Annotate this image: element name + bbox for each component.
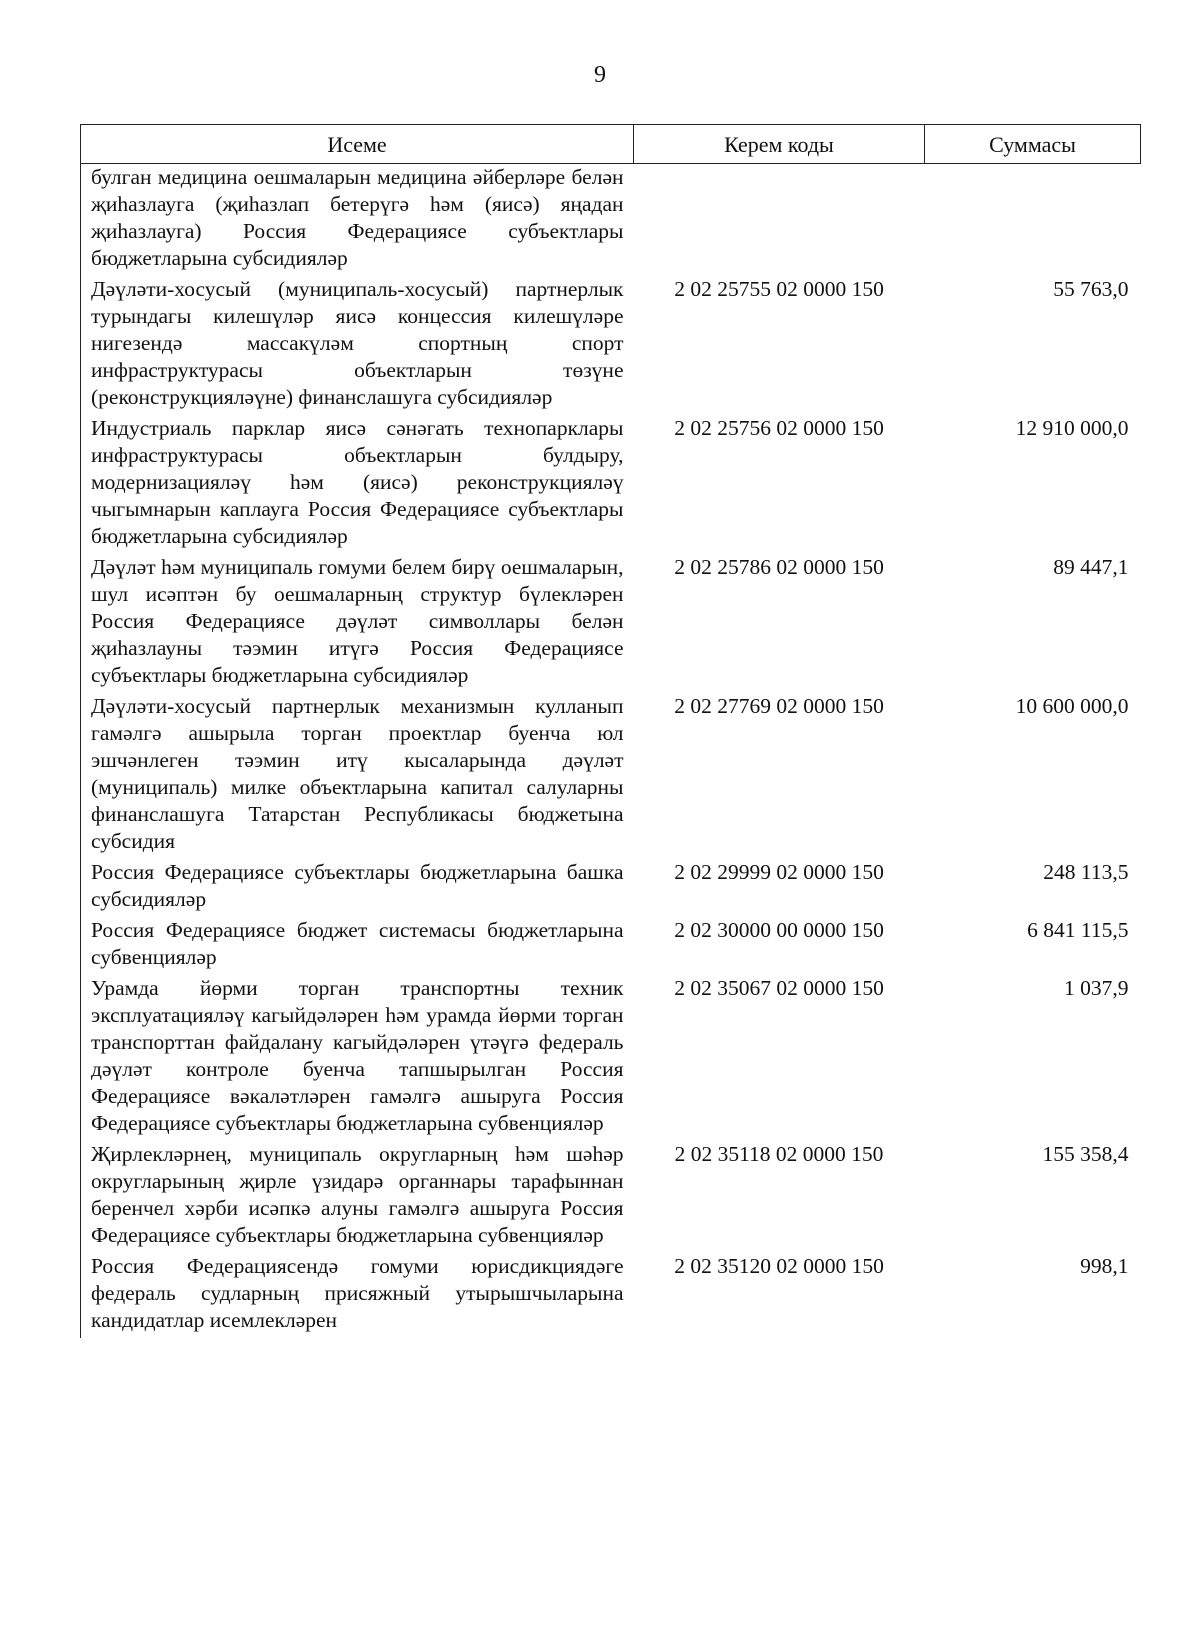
page-number: 9 — [594, 62, 606, 88]
row-code: 2 02 27769 02 0000 150 — [674, 694, 884, 718]
row-sum: 998,1 — [1080, 1254, 1129, 1278]
table-row — [81, 917, 1141, 975]
row-sum: 10 600 000,0 — [1015, 694, 1129, 718]
row-code: 2 02 35118 02 0000 150 — [674, 1142, 884, 1166]
header-name: Исеме — [81, 125, 634, 164]
row-sum: 12 910 000,0 — [1015, 416, 1129, 440]
row-code: 2 02 35120 02 0000 150 — [674, 1254, 884, 1278]
row-sum: 248 113,5 — [1043, 860, 1129, 884]
table-row — [81, 554, 1141, 693]
row-code: 2 02 30000 00 0000 150 — [674, 918, 884, 942]
row-sum: 55 763,0 — [1053, 277, 1129, 301]
header-sum: Суммасы — [925, 125, 1141, 164]
row-name: Россия Федерациясе бюджет системасы бюджетларына субвенцияләр — [81, 917, 634, 975]
row-code: 2 02 25786 02 0000 150 — [674, 555, 884, 579]
budget-table — [80, 124, 1141, 1338]
row-sum: 89 447,1 — [1053, 555, 1129, 579]
table-row — [81, 164, 1141, 277]
table-row — [81, 975, 1141, 1141]
row-name: булган медицина оешмаларын медицина әйберләре белән җиһазлауга (җиһазлап бетерүгә һәм (яисә) яңадан җиһазлауга) Россия Федерациясе субъектлары бюджетларына субсидияләр — [81, 164, 634, 277]
table-row — [81, 1141, 1141, 1253]
row-code: 2 02 25756 02 0000 150 — [674, 416, 884, 440]
row-code — [634, 164, 925, 277]
table-row — [81, 415, 1141, 554]
header-row — [81, 125, 1141, 164]
row-name: Дәүләт һәм муниципаль гомуми белем бирү оешмаларын, шул исәптән бу оешмаларның структур бүлекләрен Россия Федерациясе дәүләт символлары белән җиһазлауны тәэмин итүгә Россия Федерациясе субъектлары бюджетларына субсидияләр — [81, 554, 634, 693]
row-name: Индустриаль парклар яисә сәнәгать технопарклары инфраструктурасы объектларын булдыру, модернизацияләү һәм (яисә) реконструкцияләү чыгымнарын каплауга Россия Федерациясе субъектлары бюджетларына субсидияләр — [81, 415, 634, 554]
row-code: 2 02 29999 02 0000 150 — [674, 860, 884, 884]
row-name: Җирлекләрнең, муниципаль округларның һәм шәһәр округларының җирле үзидарә органнары тарафыннан беренчел хәрби исәпкә алуны гамәлгә ашыруга Россия Федерациясе субъектлары бюджетларына субвенцияләр — [81, 1141, 634, 1253]
row-sum: 1 037,9 — [1064, 976, 1129, 1000]
table-header — [81, 125, 1141, 164]
table-row — [81, 276, 1141, 415]
row-name: Россия Федерациясендә гомуми юрисдикциядәге федераль судларның присяжный утырышчыларына кандидатлар исемлекләрен — [81, 1253, 634, 1338]
row-name: Дәүләти-хосусый (муниципаль-хосусый) партнерлык турындагы килешүләр яисә концессия килешүләре нигезендә массакүләм спортның спорт инфраструктурасы объектларын төзүне (реконструкцияләүне) финанслашуга субсидияләр — [81, 276, 634, 415]
table-row — [81, 859, 1141, 917]
row-code: 2 02 35067 02 0000 150 — [674, 976, 884, 1000]
row-code: 2 02 25755 02 0000 150 — [674, 277, 884, 301]
table-row — [81, 693, 1141, 859]
row-name: Урамда йөрми торган транспортны техник эксплуатацияләү кагыйдәләрен һәм урамда йөрми торган транспорттан файдалану кагыйдәләрен үтәүгә федераль дәүләт контроле буенча тапшырылган Россия Федерациясе вәкаләтләрен гамәлгә ашыруга Россия Федерациясе субъектлары бюджетларына субвенцияләр — [81, 975, 634, 1141]
table-body — [81, 164, 1141, 1339]
row-sum: 6 841 115,5 — [1027, 918, 1129, 942]
row-name: Россия Федерациясе субъектлары бюджетларына башка субсидияләр — [81, 859, 634, 917]
row-sum: 155 358,4 — [1042, 1142, 1129, 1166]
row-sum — [925, 164, 1141, 277]
table-row — [81, 1253, 1141, 1338]
row-name: Дәүләти-хосусый партнерлык механизмын кулланып гамәлгә ашырыла торган проектлар буенча юл эшчәнлеген тәэмин итү кысаларында дәүләт (муниципаль) милке объектларына капитал салуларны финанслашуга Татарстан Республикасы бюджетына субсидия — [81, 693, 634, 859]
header-code: Керем коды — [634, 125, 925, 164]
